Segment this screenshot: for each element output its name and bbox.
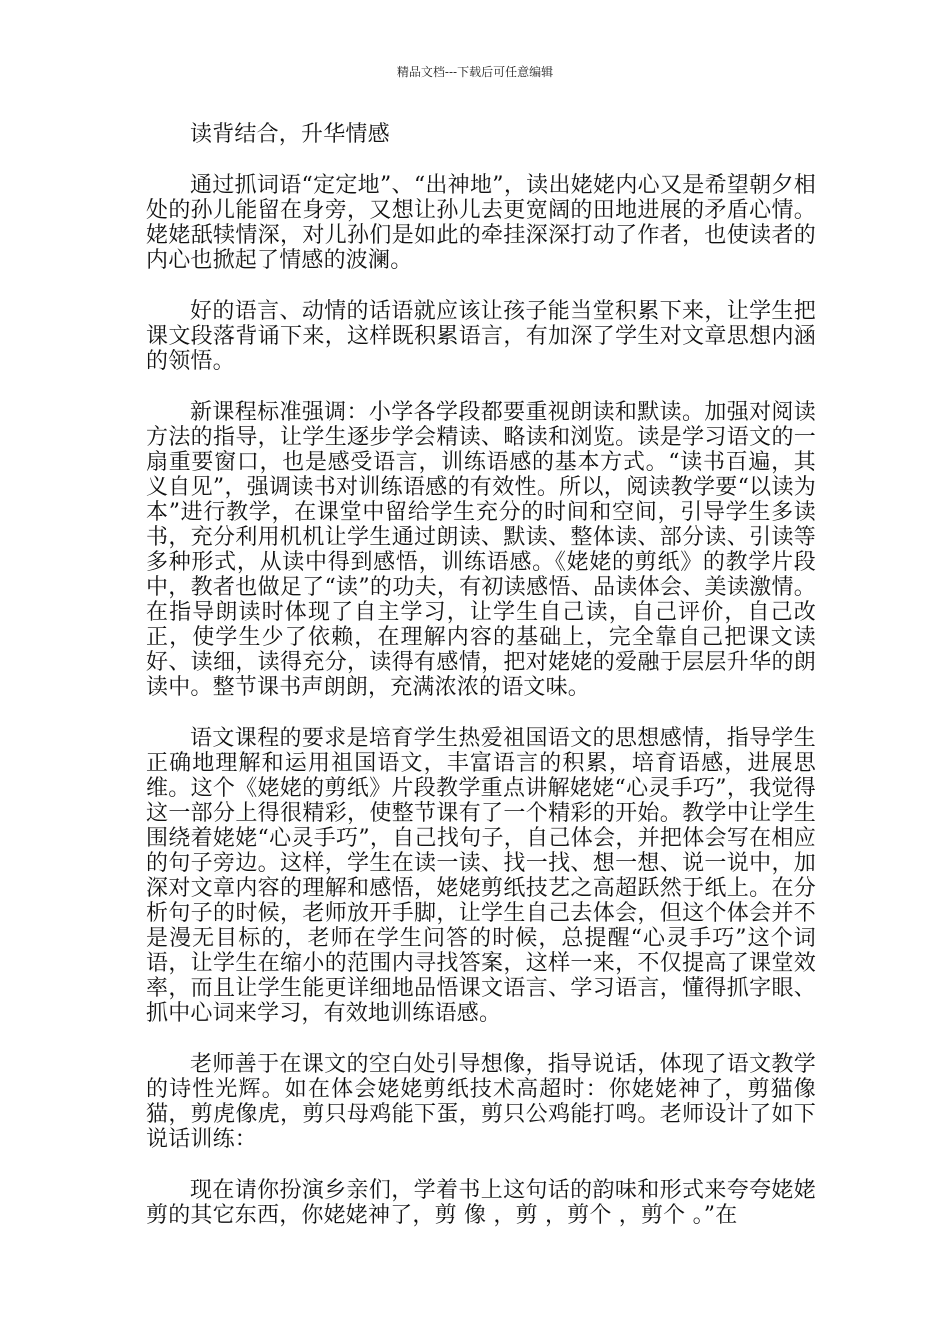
paragraph: 好的语言、动情的话语就应该让孩子能当堂积累下来，让学生把课文段落背诵下来，这样既积累语言，有加深了学生对文章思想内涵的领悟。 bbox=[146, 299, 816, 374]
paragraph: 现在请你扮演乡亲们，学着书上这句话的韵味和形式来夸夸姥姥剪的其它东西，你姥姥神了，剪 像 ，剪 ，剪个 ，剪个 。”在 bbox=[146, 1178, 816, 1228]
paragraph: 老师善于在课文的空白处引导想像，指导说话，体现了语文教学的诗性光辉。如在体会姥姥剪纸技术高超时：你姥姥神了，剪猫像猫，剪虎像虎，剪只母鸡能下蛋，剪只公鸡能打鸣。老师设计了如下说话训练： bbox=[146, 1052, 816, 1152]
document-body bbox=[146, 122, 816, 1254]
paragraph: 新课程标准强调：小学各学段都要重视朗读和默读。加强对阅读方法的指导，让学生逐步学会精读、略读和浏览。读是学习语文的一扇重要窗口，也是感受语言，训练语感的基本方式。“读书百遍，其义自见”，强调读书对训练语感的有效性。所以，阅读教学要“以读为本”进行教学，在课堂中留给学生充分的时间和空间，引导学生多读书，充分利用机机让学生通过朗读、默读、整体读、部分读、引读等多种形式，从读中得到感悟，训练语感。《姥姥的剪纸》的教学片段中，教者也做足了“读”的功夫，有初读感悟、品读体会、美读激情。在指导朗读时体现了自主学习，让学生自己读，自己评价，自己改正，使学生少了依赖，在理解内容的基础上，完全靠自己把课文读好、读细，读得充分，读得有感情，把对姥姥的爱融于层层升华的朗读中。整节课书声朗朗，充满浓浓的语文味。 bbox=[146, 400, 816, 700]
section-heading: 读背结合，升华情感 bbox=[190, 122, 390, 147]
paragraph: 语文课程的要求是培育学生热爱祖国语文的思想感情，指导学生正确地理解和运用祖国语文，丰富语言的积累，培育语感，进展思维。这个《姥姥的剪纸》片段教学重点讲解姥姥“心灵手巧”，我觉得这一部分上得很精彩，使整节课有了一个精彩的开始。教学中让学生围绕着姥姥“心灵手巧”，自己找句子，自己体会，并把体会写在相应的句子旁边。这样，学生在读一读、找一找、想一想、说一说中，加深对文章内容的理解和感悟，姥姥剪纸技艺之高超跃然于纸上。在分析句子的时候，老师放开手脚，让学生自己去体会，但这个体会并不是漫无目标的，老师在学生问答的时候，总提醒“心灵手巧”这个词语，让学生在缩小的范围内寻找答案，这样一来，不仅提高了课堂效率，而且让学生能更详细地品悟课文语言、学习语言，懂得抓字眼、抓中心词来学习，有效地训练语感。 bbox=[146, 726, 816, 1026]
paragraph: 通过抓词语“定定地”、“出神地”，读出姥姥内心又是希望朝夕相处的孙儿能留在身旁，又想让孙儿去更宽阔的田地进展的矛盾心情。姥姥舐犊情深，对儿孙们是如此的牵挂深深打动了作者，也使读者的内心也掀起了情感的波澜。 bbox=[146, 173, 816, 273]
page-header: 精品文档---下载后可任意编辑 bbox=[396, 65, 554, 79]
